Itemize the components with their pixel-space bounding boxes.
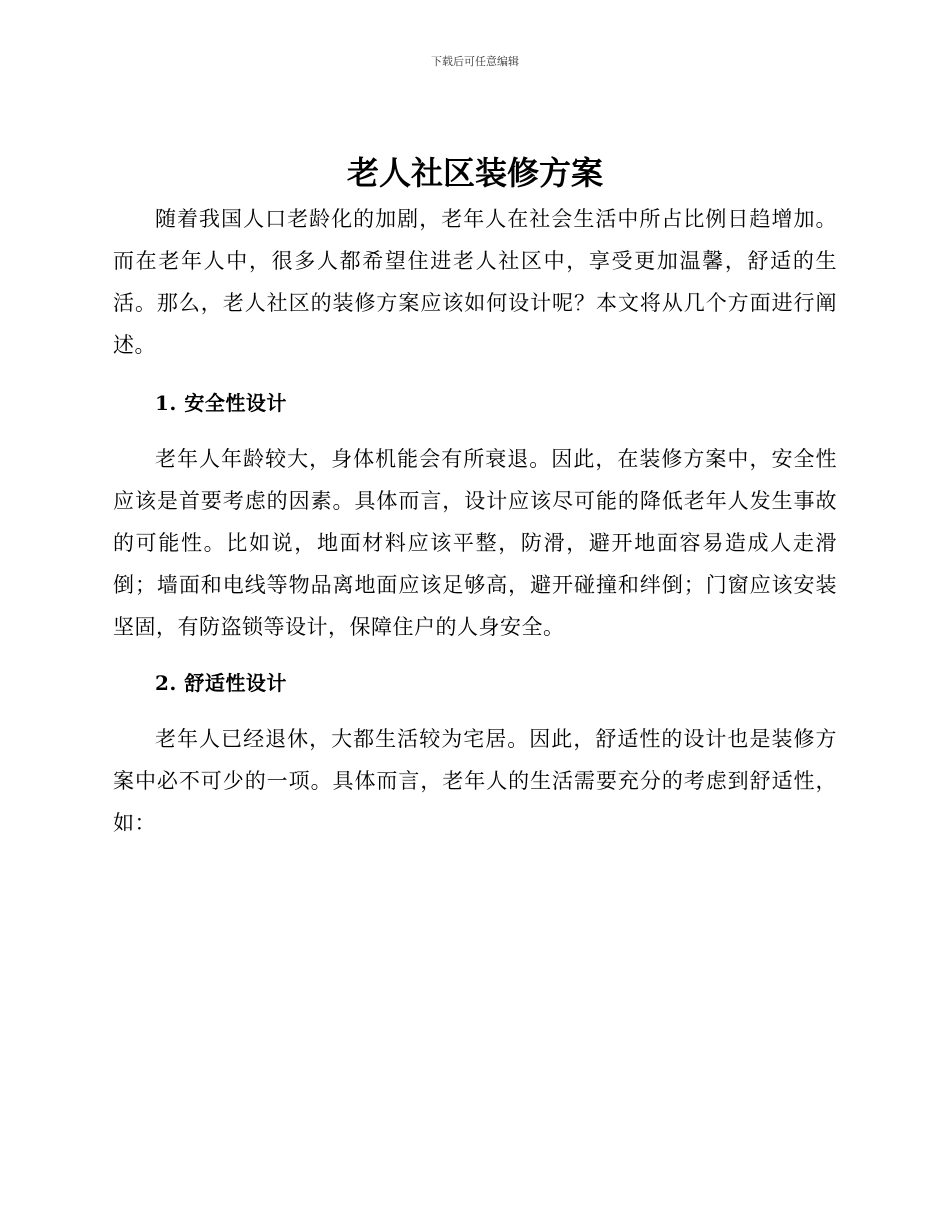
- document-title: 老人社区装修方案: [346, 154, 603, 192]
- document-body: [113, 150, 837, 844]
- header-note: 下载后可任意编辑: [431, 55, 519, 68]
- section-heading-comfort: 2. 舒适性设计: [155, 671, 287, 695]
- section-body-comfort: 老年人已经退休，大都生活较为宅居。因此，舒适性的设计也是装修方案中必不可少的一项。具体而言，老年人的生活需要充分的考虑到舒适性，如：: [113, 727, 837, 835]
- section-body-safety: 老年人年龄较大，身体机能会有所衰退。因此，在装修方案中，安全性应该是首要考虑的因素。具体而言，设计应该尽可能的降低老年人发生事故的可能性。比如说，地面材料应该平整，防滑，避开地面容易造成人走滑倒；墙面和电线等物品离地面应该足够高，避开碰撞和绊倒；门窗应该安装坚固，有防盗锁等设计，保障住户的人身安全。: [113, 447, 837, 639]
- section-heading-safety: 1. 安全性设计: [155, 391, 287, 415]
- intro-paragraph: 随着我国人口老龄化的加剧，老年人在社会生活中所占比例日趋增加。而在老年人中，很多人都希望住进老人社区中，享受更加温馨，舒适的生活。那么，老人社区的装修方案应该如何设计呢？本文将从几个方面进行阐述。: [113, 207, 837, 357]
